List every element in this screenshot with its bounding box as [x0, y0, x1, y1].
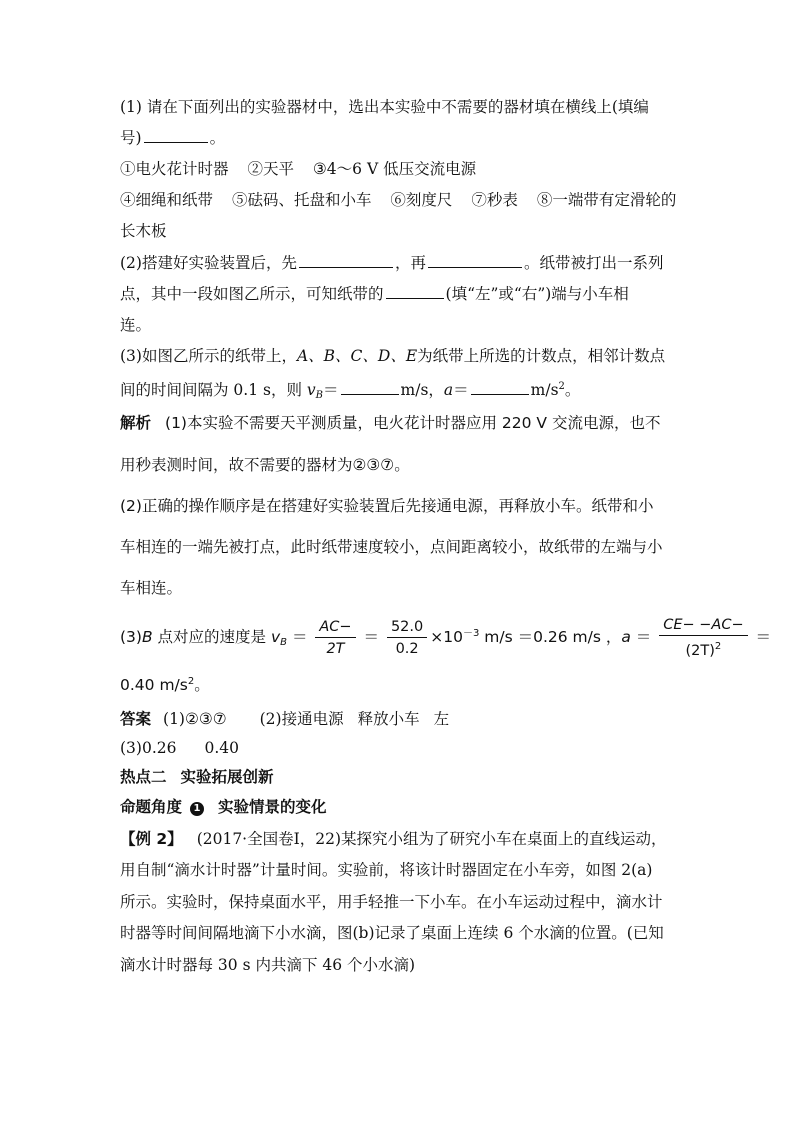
option-4: ④细绳和纸带	[120, 191, 214, 209]
option-5: ⑤砝码、托盘和小车	[231, 191, 372, 209]
answer-line2: (3)0.26 0.40	[120, 739, 239, 757]
option-8: ⑧一端带有定滑轮的	[536, 191, 677, 209]
example-line1: 【例 2】 (2017·全国卷Ⅰ，22)某探究小组为了研究小车在桌面上的直线运动，	[120, 830, 667, 848]
answer-blank[interactable]	[428, 253, 522, 268]
q2-line1: (2)搭建好实验装置后，先 ，再 。纸带被打出一系列	[120, 254, 664, 272]
q3-line2: 间的时间间隔为 0.1 s，则 $v_B= m/s$，$a= m/s^2$。	[120, 381, 581, 401]
option-3: ③4～6 V 低压交流电源	[312, 160, 477, 178]
example-line5: 滴水计时器每 30 s 内共滴下 46 个小水滴)	[120, 956, 416, 974]
q1-options-line3: 长木板	[120, 222, 167, 240]
q2-line3: 连。	[120, 316, 152, 334]
example-tag: 【例 2】	[120, 830, 183, 848]
option-2: ②天平	[247, 160, 294, 178]
answer-blank[interactable]	[144, 128, 208, 143]
q3-line1: (3)如图乙所示的纸带上，A、B、C、D、E为纸带上所选的计数点，相邻计数点	[120, 347, 666, 365]
number-badge: 1	[190, 802, 204, 816]
answer-blank[interactable]	[386, 284, 444, 299]
solution-label: 解析	[120, 414, 152, 432]
solution-p2b: 车相连的一端先被打点，此时纸带速度较小，点间距离较小，故纸带的左端与小	[120, 538, 663, 556]
solution-p2a: (2)正确的操作顺序是在搭建好实验装置后先接通电源，再释放小车。纸带和小	[120, 497, 654, 515]
example-line3: 所示。实验时，保持桌面水平，用手轻推一下小车。在小车运动过程中，滴水计	[120, 893, 663, 911]
fraction-52-over-0-2: $\frac{52.0}{0.2}$	[387, 618, 427, 658]
answer-line1: 答案 (1)②③⑦ (2)接通电源 释放小车 左	[120, 710, 450, 728]
option-7: ⑦秒表	[471, 191, 518, 209]
q1-options-line2	[120, 190, 676, 210]
solution-p4: 0.40 $m/s^2$。	[120, 676, 210, 694]
q1-line2: 号) 。	[120, 129, 226, 147]
solution-p3-formula: (3)B 点对应的速度是 $v_B$ ＝ $\frac{AC-}{2T}$ ＝ $\frac{52.0}{0.2}$ $\times 10^{-3}$ m/s ＝0.26 m/s ，a ＝ $\frac{CE- -AC-}{(2T)^2}$ ＝	[120, 616, 772, 659]
solution-p1a: 解析 (1)本实验不需要天平测质量，电火花计时器应用 220 V 交流电源，也不	[120, 414, 661, 432]
answer-blank[interactable]	[341, 380, 399, 395]
q1-line1: (1) 请在下面列出的实验器材中，选出本实验中不需要的器材填在横线上(填编	[120, 98, 649, 116]
fraction-acceleration: $\frac{CE- -AC-}{(2T)^2}$	[659, 616, 747, 660]
hotspot-heading: 热点二 实验拓展创新	[120, 768, 274, 786]
q2-line2: 点，其中一段如图乙所示，可知纸带的 (填“左”或“右”)端与小车相	[120, 285, 629, 303]
option-1: ①电火花计时器	[120, 160, 229, 178]
answer-blank[interactable]	[471, 380, 529, 395]
answer-label: 答案	[120, 710, 152, 728]
option-6: ⑥刻度尺	[390, 191, 453, 209]
q1-options-line1	[120, 159, 476, 179]
solution-p2c: 车相连。	[120, 579, 183, 597]
proposition-angle-heading: 命题角度 1 实验情景的变化	[120, 798, 327, 816]
fraction-ac-over-2t: $\frac{AC-}{2T}$	[315, 618, 355, 658]
answer-blank[interactable]	[299, 253, 393, 268]
example-line2: 用自制“滴水计时器”计量时间。实验前，将该计时器固定在小车旁，如图 2(a)	[120, 861, 653, 879]
example-line4: 时器等时间间隔地滴下小水滴，图(b)记录了桌面上连续 6 个水滴的位置。(已知	[120, 924, 664, 942]
solution-p1b: 用秒表测时间，故不需要的器材为②③⑦。	[120, 456, 410, 474]
